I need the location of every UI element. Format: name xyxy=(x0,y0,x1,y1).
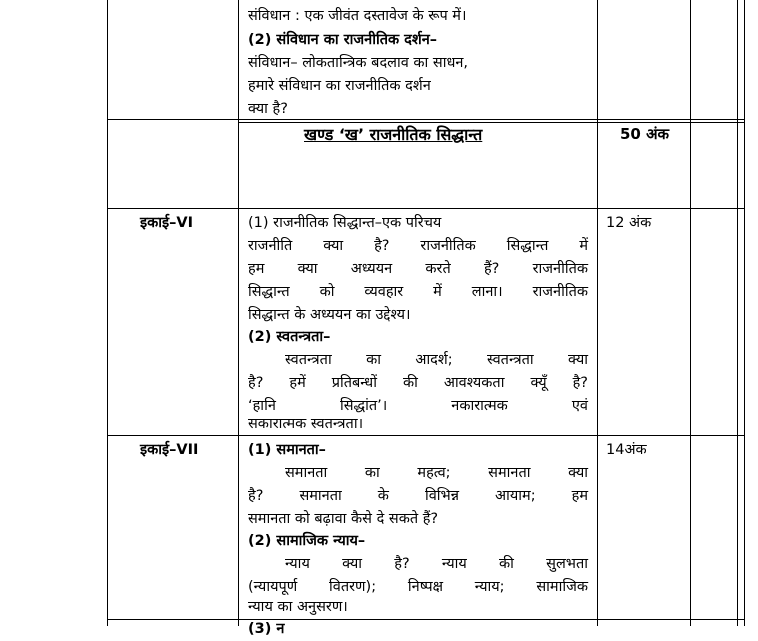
row-divider-unit7 xyxy=(107,435,745,436)
top-row-line-1: संविधान : एक जीवंत दस्तावेज के रूप में। xyxy=(248,8,467,24)
unit7-line-2: समानता का महत्व; समानता क्या xyxy=(285,465,588,481)
unit6-line-8: है? हमें प्रतिबन्धों की आवश्यकता क्यूँ है? xyxy=(248,375,588,391)
unit6-line-5: सिद्धान्त के अध्ययन का उद्देश्य। xyxy=(248,307,411,323)
top-row-line-4: हमारे संविधान का राजनीतिक दर्शन xyxy=(248,78,431,94)
section-b-heading: खण्ड ‘ख’ राजनीतिक सिद्धान्त xyxy=(304,125,483,144)
unit7-line-6: न्याय क्या है? न्याय की सुलभता xyxy=(285,556,588,572)
unit7-marks: 14अंक xyxy=(606,442,647,458)
outer-border-right xyxy=(744,0,745,626)
unit6-line-10: सकारात्मक स्वतन्त्रता। xyxy=(248,416,364,432)
unit6-topic-2-heading: (2) स्वतन्त्रता– xyxy=(248,329,331,345)
unit7-line-7: (न्यायपूर्ण वितरण); निष्पक्ष न्याय; सामाजिक xyxy=(248,579,588,595)
unit6-line-2: राजनीति क्या है? राजनीतिक सिद्धान्त में xyxy=(248,238,588,254)
top-row-line-5: क्या है? xyxy=(248,101,288,117)
unit7-line-8: न्याय का अनुसरण। xyxy=(248,599,348,615)
row-divider-section-b xyxy=(107,119,745,120)
unit6-line-4: सिद्धान्त को व्यवहार में लाना। राजनीतिक xyxy=(248,284,588,300)
unit6-topic-1-heading: (1) राजनीतिक सिद्धान्त–एक परिचय xyxy=(248,215,442,231)
top-row-line-3: संविधान– लोकतान्त्रिक बदलाव का साधन, xyxy=(248,55,469,71)
row-divider-bottom xyxy=(107,619,745,620)
column-divider-blank xyxy=(690,0,691,626)
unit6-line-7: स्वतन्त्रता का आदर्श; स्वतन्त्रता क्या xyxy=(285,352,588,368)
unit7-label: इकाई–VII xyxy=(140,442,199,458)
unit6-line-3: हम क्या अध्ययन करते हैं? राजनीतिक xyxy=(248,261,588,277)
unit7-line-3: है? समानता के विभिन्न आयाम; हम xyxy=(248,488,588,504)
unit7-topic-1-heading: (1) समानता– xyxy=(248,442,326,458)
table-border-right xyxy=(737,0,738,626)
unit6-marks: 12 अंक xyxy=(606,215,652,231)
row-divider-unit6 xyxy=(107,208,745,209)
section-b-marks: 50 अंक xyxy=(620,125,670,143)
column-divider-content xyxy=(238,0,239,626)
unit6-label: इकाई–VI xyxy=(140,215,193,231)
top-row-subheading: (2) संविधान का राजनीतिक दर्शन– xyxy=(248,32,438,48)
next-row-fragment: (3) न xyxy=(248,621,285,637)
unit7-line-4: समानता को बढ़ावा कैसे दे सकते हैं? xyxy=(248,511,439,527)
unit7-topic-2-heading: (2) सामाजिक न्याय– xyxy=(248,533,366,549)
column-divider-marks xyxy=(597,0,598,626)
table-border-left xyxy=(107,0,108,626)
unit6-line-9: ‘हानि सिद्धांत’। नकारात्मक एवं xyxy=(248,398,588,414)
